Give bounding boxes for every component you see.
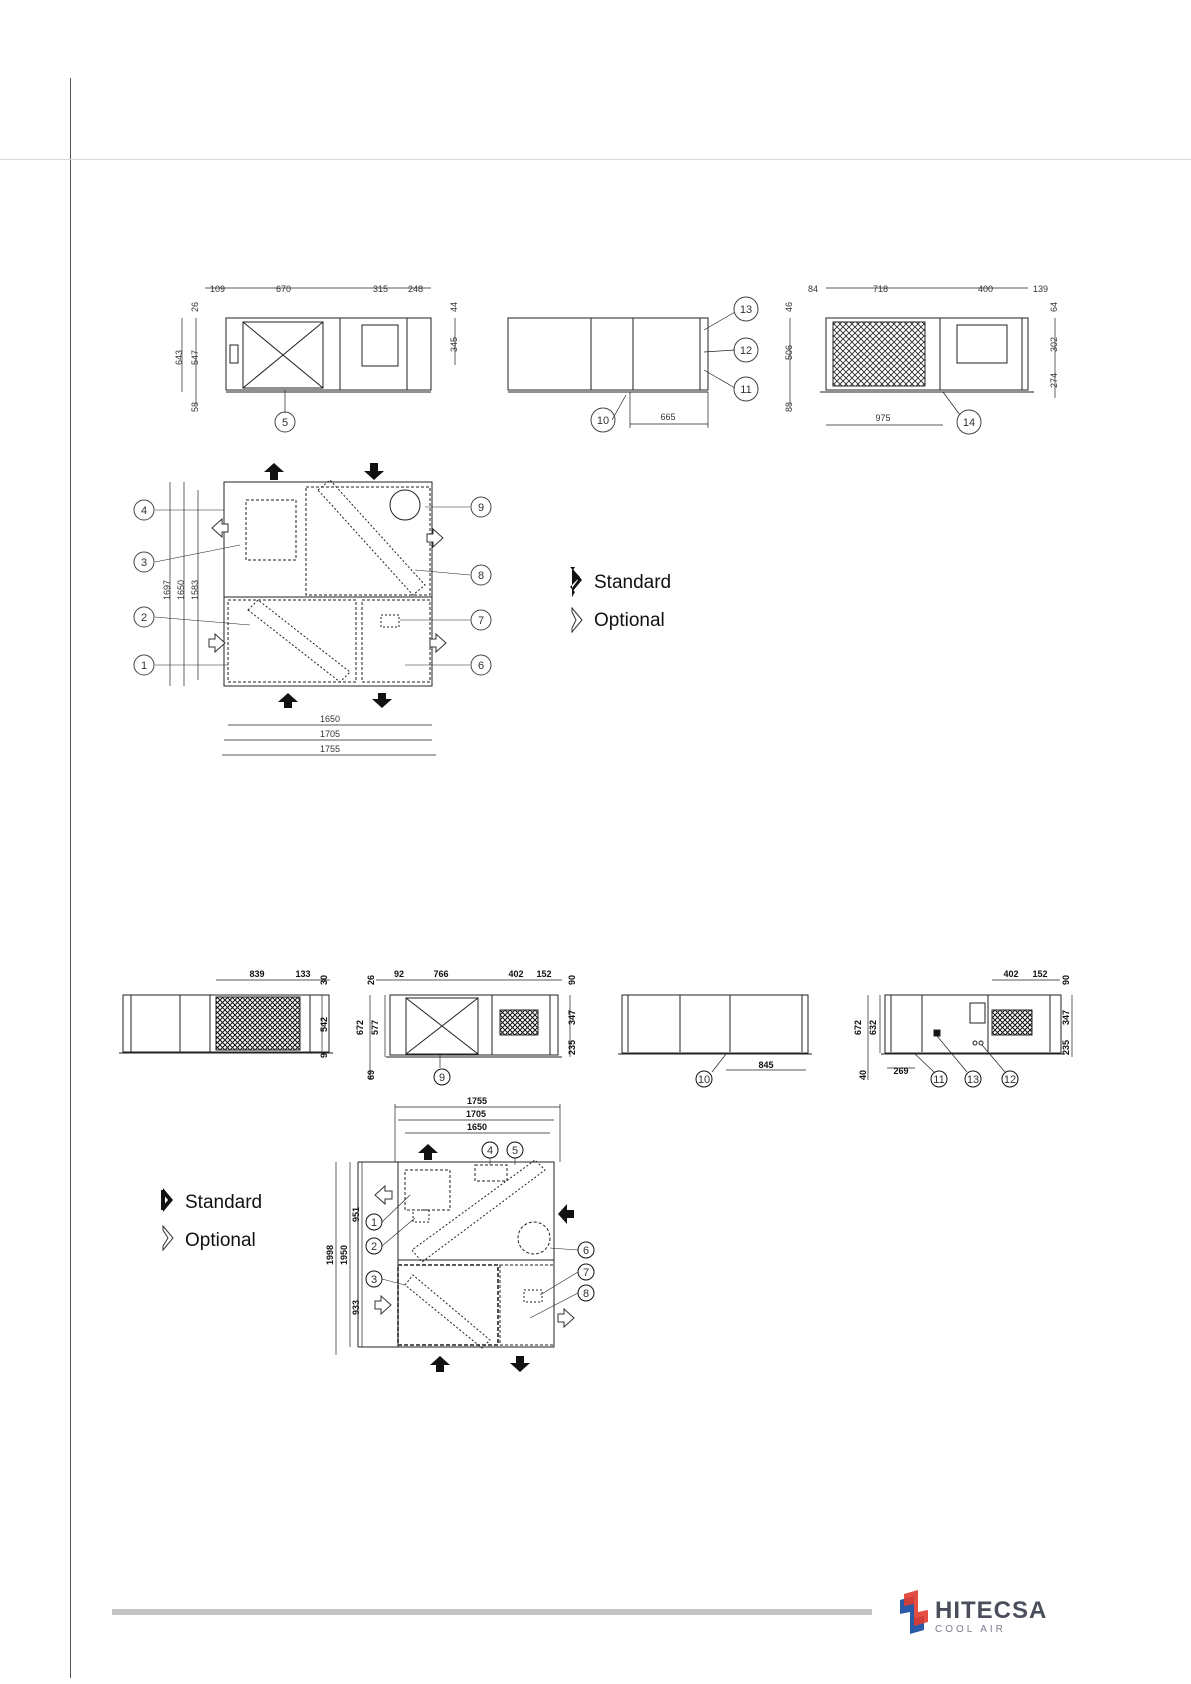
dim-label: 109	[210, 284, 226, 294]
dim-label: 46	[784, 301, 794, 312]
arrow-standard-icon	[558, 1204, 574, 1224]
dim-label: 1755	[319, 744, 341, 754]
legend-optional-label: Optional	[594, 610, 665, 631]
dim-label: 672	[853, 1019, 863, 1035]
callout-label: 12	[1003, 1074, 1017, 1086]
callout-label: 10	[596, 415, 610, 427]
callout-label: 8	[582, 1288, 590, 1300]
dim-label: 402	[508, 969, 524, 979]
arrow-optional-icon	[375, 1186, 392, 1204]
legend-unit-a	[570, 567, 671, 632]
callout-label: 13	[966, 1074, 980, 1086]
unit-a-front-view	[182, 288, 455, 413]
dim-label: 345	[449, 336, 459, 352]
unit-a-plan-view	[155, 480, 470, 755]
dim-label: 235	[567, 1039, 577, 1055]
dim-label: 347	[567, 1009, 577, 1025]
callout-label: 8	[477, 570, 485, 582]
callout-label: 12	[739, 345, 753, 357]
dim-label: 69	[366, 1069, 376, 1080]
dim-label: 577	[370, 1019, 380, 1035]
dim-label: 58	[190, 401, 200, 412]
legend-standard-label: Standard	[185, 1192, 263, 1213]
dim-label: 64	[1049, 301, 1059, 312]
dim-label: 542	[319, 1016, 329, 1032]
callout-label: 6	[582, 1245, 590, 1257]
dim-label: 235	[1061, 1039, 1071, 1055]
dim-label: 933	[351, 1299, 361, 1315]
unit-a-rear-view	[790, 288, 1055, 425]
unit-a-front-dims	[174, 284, 459, 432]
dim-label: 1650	[176, 579, 186, 600]
dim-label: 670	[276, 284, 292, 294]
unit-b-view-2	[370, 980, 570, 1080]
callout-label: 1	[370, 1217, 378, 1229]
legend-optional-label: Optional	[185, 1230, 256, 1251]
dim-label: 400	[978, 284, 994, 294]
unit-a-side-view	[508, 312, 735, 428]
dim-label: 248	[408, 284, 424, 294]
dim-label: 506	[784, 344, 794, 360]
callout-label: 4	[486, 1145, 494, 1157]
callout-label: 14	[962, 417, 976, 429]
dim-label: 547	[190, 349, 200, 365]
dim-label: 40	[858, 1069, 868, 1080]
callout-label: 1	[140, 660, 148, 672]
legend-unit-b	[161, 1188, 262, 1251]
callout-label: 11	[933, 1074, 945, 1086]
callout-label: 6	[477, 660, 485, 672]
dim-label: 302	[1049, 336, 1059, 352]
arrow-standard-icon	[364, 463, 384, 480]
callout-label: 5	[511, 1145, 519, 1157]
legend-standard-label: Standard	[594, 572, 672, 593]
arrow-optional-icon	[209, 634, 225, 652]
dim-label: 315	[373, 284, 389, 294]
callout-label: 3	[370, 1274, 378, 1286]
arrow-standard-icon	[418, 1144, 438, 1160]
unit-a-airflow-arrows	[209, 463, 446, 708]
dim-label: 274	[1049, 372, 1059, 388]
dim-label: 1705	[319, 729, 341, 739]
dim-label: 951	[351, 1206, 361, 1222]
arrow-standard-icon	[510, 1356, 530, 1372]
callout-label: 10	[697, 1074, 711, 1086]
dim-label: 1998	[325, 1244, 335, 1265]
dim-label: 44	[449, 301, 459, 312]
dim-label: 9	[319, 1052, 329, 1058]
callout-label: 3	[140, 557, 148, 569]
callout-label: 7	[582, 1267, 590, 1279]
dim-label: 975	[875, 413, 891, 423]
dim-label: 1755	[466, 1096, 488, 1106]
dim-label: 766	[433, 969, 449, 979]
dim-label: 84	[808, 284, 819, 294]
dim-label: 90	[567, 974, 577, 985]
dim-label: 26	[190, 301, 200, 312]
callout-label: 13	[739, 304, 753, 316]
dim-label: 839	[249, 969, 265, 979]
unit-b-view-2-dims	[355, 969, 577, 1085]
dim-label: 30	[319, 974, 329, 985]
legend-optional-arrow-icon	[163, 1226, 173, 1250]
unit-b-view-4-dims	[853, 969, 1071, 1087]
arrow-optional-icon	[212, 519, 228, 537]
arrow-standard-icon	[278, 693, 298, 708]
unit-b-view-1	[119, 980, 333, 1053]
brand-tagline: COOL AIR	[935, 1624, 1006, 1635]
dim-label: 88	[784, 401, 794, 412]
callout-label: 5	[281, 417, 289, 429]
dim-label: 643	[174, 349, 184, 365]
callout-label: 11	[740, 384, 752, 396]
dim-label: 1705	[465, 1109, 487, 1119]
unit-b-view-4	[868, 980, 1072, 1080]
arrow-optional-icon	[375, 1296, 391, 1314]
callout-label: 9	[438, 1072, 446, 1084]
dim-label: 152	[536, 969, 552, 979]
unit-b-view-3-dims	[696, 1060, 774, 1087]
arrow-standard-icon	[372, 693, 392, 708]
dim-label: 665	[660, 412, 676, 422]
unit-b-view-3	[618, 995, 812, 1072]
dim-label: 1950	[339, 1244, 349, 1265]
dim-label: 133	[295, 969, 311, 979]
callout-label: 4	[140, 505, 148, 517]
dim-label: 672	[355, 1019, 365, 1035]
callout-label: 9	[477, 502, 485, 514]
arrow-standard-icon	[264, 463, 284, 480]
dim-label: 632	[868, 1019, 878, 1035]
dim-label: 718	[873, 284, 889, 294]
dim-label: 26	[366, 974, 376, 985]
dim-label: 152	[1032, 969, 1048, 979]
arrow-optional-icon	[558, 1309, 574, 1327]
dim-label: 1650	[319, 714, 341, 724]
dim-label: 90	[1061, 974, 1071, 985]
legend-optional-arrow-icon	[572, 608, 582, 632]
unit-a-side-labels	[591, 297, 758, 432]
callout-label: 2	[370, 1241, 378, 1253]
dim-label: 1583	[190, 579, 200, 600]
dim-label: 402	[1003, 969, 1019, 979]
dim-label: 269	[893, 1066, 909, 1076]
callout-label: 7	[477, 615, 485, 627]
footer-bar	[112, 1609, 872, 1615]
dim-label: 139	[1033, 284, 1049, 294]
callout-label: 2	[140, 612, 148, 624]
dim-label: 845	[758, 1060, 774, 1070]
arrow-optional-icon	[427, 529, 443, 547]
arrow-standard-icon	[430, 1356, 450, 1372]
dim-label: 1697	[162, 579, 172, 600]
dim-label: 1650	[466, 1122, 488, 1132]
dim-label: 347	[1061, 1009, 1071, 1025]
dim-label: 92	[393, 969, 405, 979]
brand-name: HITECSA	[935, 1597, 1048, 1624]
brand-logo	[900, 1590, 1047, 1635]
